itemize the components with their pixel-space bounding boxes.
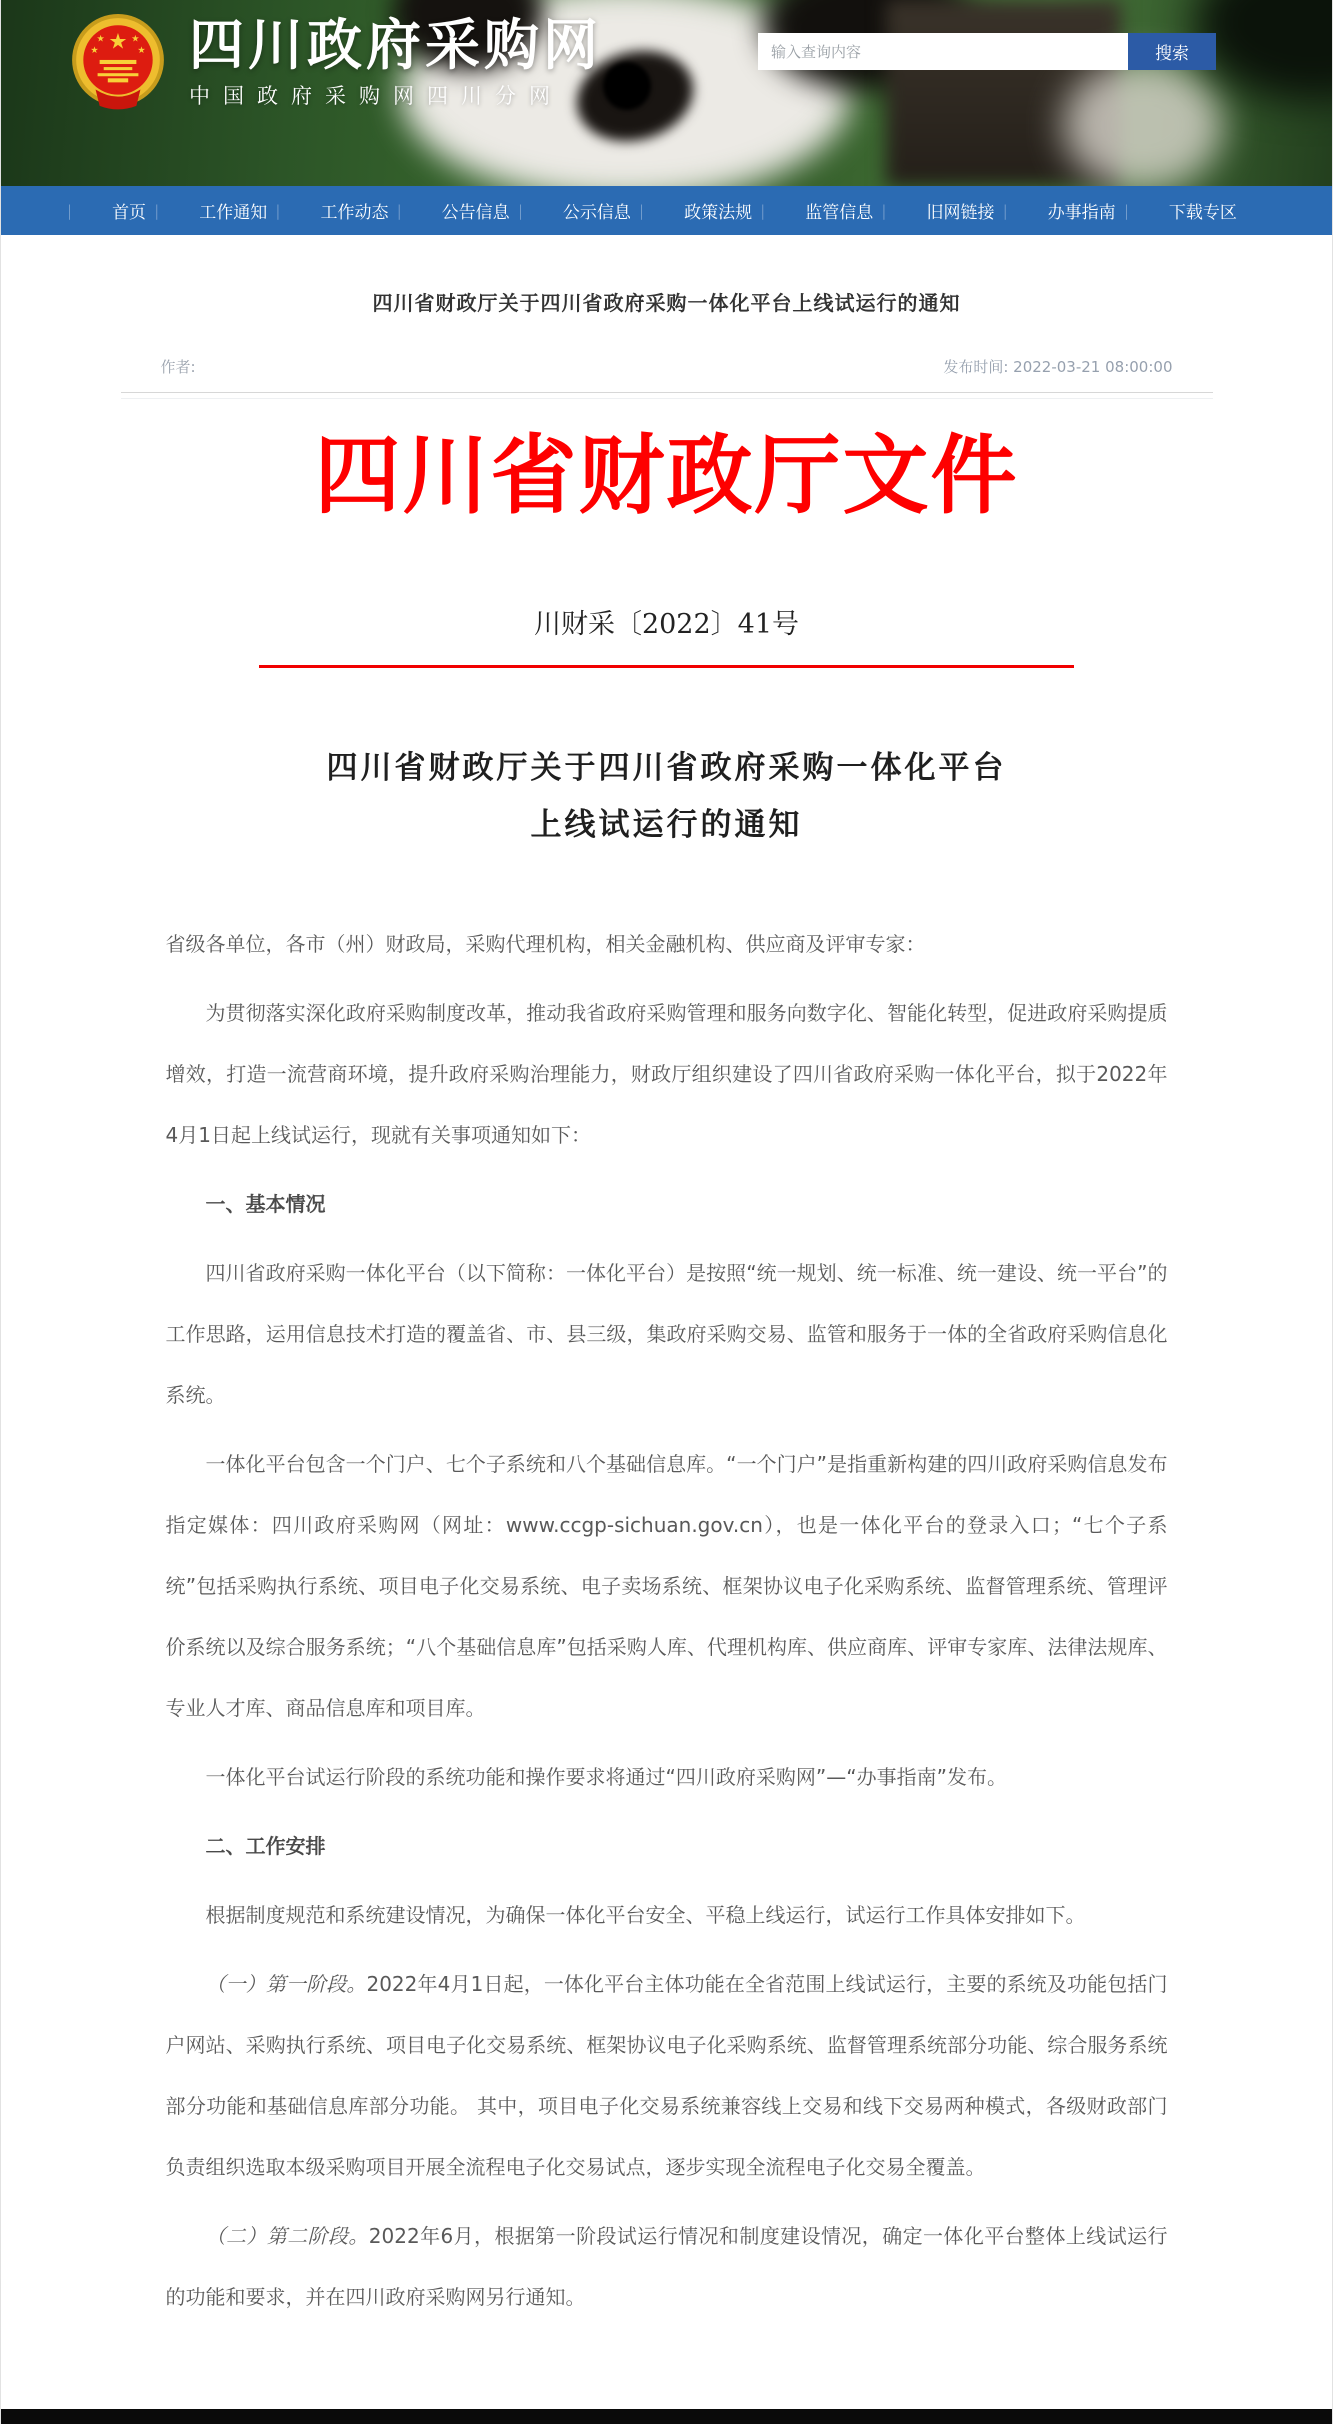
article-meta <box>161 356 1173 377</box>
paragraph-lead: （一）第一阶段。 <box>205 1971 367 1996</box>
brand-text <box>189 13 603 110</box>
nav-item[interactable]: | 旧网链接 <box>881 198 994 223</box>
author-label: 作者: <box>160 358 196 376</box>
nav-item[interactable]: | 公告信息 <box>397 198 510 223</box>
nav-list <box>1 186 1332 235</box>
document-title <box>121 740 1213 854</box>
search-input[interactable] <box>758 33 1128 70</box>
paragraph-text: 根据制度规范和系统建设情况，为确保一体化平台安全、平稳上线运行，试运行工作具体安排如下。 <box>205 1902 1086 1927</box>
paragraph-text: 一、基本情况 <box>205 1191 326 1216</box>
nav-item[interactable]: | 公示信息 <box>518 198 631 223</box>
paragraph <box>166 2206 1168 2328</box>
svg-text:★: ★ <box>108 29 128 55</box>
panda-fur-shape <box>1063 60 1223 186</box>
search-area <box>758 33 1216 70</box>
publish-time: 发布时间: 2022-03-21 08:00:00 <box>943 358 1173 376</box>
paragraph-text: 四川省政府采购一体化平台（以下简称：一体化平台）是按照“统一规划、统一标准、统一建设、统一平台”的工作思路，运用信息技术打造的覆盖省、市、县三级，集政府采购交易、监管和服务于一体的全省政府采购信息化系统。 <box>165 1260 1168 1407</box>
svg-text:★: ★ <box>90 44 99 56</box>
paragraph <box>166 1816 1168 1877</box>
bottom-bar <box>1 2409 1332 2424</box>
nav-item[interactable]: | 工作通知 <box>154 198 267 223</box>
document-red-header: 四川省财政厅文件 <box>314 425 1019 526</box>
panda-eye-shape <box>603 62 651 110</box>
paragraph <box>166 983 1168 1166</box>
paragraph <box>166 1243 1168 1426</box>
red-divider-line <box>259 665 1074 668</box>
paragraph-text: 2022年6月，根据第一阶段试运行情况和制度建设情况，确定一体化平台整体上线试运行的功能和要求，并在四川政府采购网另行通知。 <box>165 2223 1168 2309</box>
document-body <box>166 914 1168 2328</box>
document-title-line1: 四川省财政厅关于四川省政府采购一体化平台 <box>326 749 1007 786</box>
article-content <box>121 235 1213 2336</box>
dark-corner-shape <box>1196 0 1332 100</box>
svg-text:★: ★ <box>96 33 105 45</box>
paragraph <box>166 914 1168 975</box>
paragraph-text: 省级各单位，各市（州）财政局，采购代理机构，相关金融机构、供应商及评审专家： <box>165 931 926 956</box>
paragraph-lead: （二）第二阶段。 <box>205 2223 369 2248</box>
nav-item[interactable]: | 下载专区 <box>1124 198 1237 223</box>
site-header <box>1 0 1332 186</box>
page-title: 四川省财政厅关于四川省政府采购一体化平台上线试运行的通知 <box>372 291 961 315</box>
meta-divider <box>121 392 1213 399</box>
brand <box>67 12 602 114</box>
paragraph <box>166 1954 1168 2198</box>
nav-item[interactable]: | 工作动态 <box>275 198 388 223</box>
paragraph-text: 2022年4月1日起，一体化平台主体功能在全省范围上线试运行，主要的系统及功能包括门户网站、采购执行系统、项目电子化交易系统、框架协议电子化采购系统、监督管理系统部分功能、综合服务系统部分功能和基础信息库部分功能。 其中，项目电子化交易系统兼容线上交易和线下交易两种模式，各级财政部门负责组织选取本级采购项目开展全流程电子化交易试点，逐步实现全流程电子化交易全覆盖。 <box>165 1971 1168 2179</box>
national-emblem-icon <box>67 12 169 114</box>
nav-item[interactable]: | 政策法规 <box>639 198 752 223</box>
paragraph-text: 一体化平台试运行阶段的系统功能和操作要求将通过“四川政府采购网”—“办事指南”发布。 <box>205 1764 1007 1789</box>
paragraph <box>166 1747 1168 1808</box>
site-subtitle: 中国政府采购网四川分网 <box>189 84 563 108</box>
nav-item[interactable]: | 监管信息 <box>760 198 873 223</box>
paragraph <box>166 1885 1168 1946</box>
paragraph-text: 为贯彻落实深化政府采购制度改革，推动我省政府采购管理和服务向数字化、智能化转型，促进政府采购提质增效，打造一流营商环境，提升政府采购治理能力，财政厅组织建设了四川省政府采购一体化平台，拟于2022年4月1日起上线试运行，现就有关事项通知如下： <box>165 1000 1168 1147</box>
nav-item[interactable]: | 首页 <box>67 198 146 223</box>
svg-text:★: ★ <box>131 33 140 45</box>
paragraph <box>166 1174 1168 1235</box>
document-number: 川财采〔2022〕41号 <box>533 608 800 640</box>
svg-text:★: ★ <box>137 44 146 56</box>
nav-item[interactable]: | 办事指南 <box>1003 198 1116 223</box>
paragraph <box>166 1434 1168 1739</box>
site-title: 四川政府采购网 <box>189 13 603 77</box>
paragraph-text: 二、工作安排 <box>205 1833 326 1858</box>
main-nav <box>1 186 1332 235</box>
document-title-line2: 上线试运行的通知 <box>530 806 803 843</box>
paragraph-text: 一体化平台包含一个门户、七个子系统和八个基础信息库。“一个门户”是指重新构建的四川政府采购信息发布指定媒体：四川政府采购网（网址：www.ccgp-sichuan.gov.cn），也是一体化平台的登录入口；“七个子系统”包括采购执行系统、项目电子化交易系统、电子卖场系统、框架协议电子化采购系统、监督管理系统、管理评价系统以及综合服务系统；“八个基础信息库”包括采购人库、代理机构库、供应商库、评审专家库、法律法规库、专业人才库、商品信息库和项目库。 <box>165 1451 1168 1720</box>
search-button[interactable]: 搜索 <box>1128 33 1216 70</box>
